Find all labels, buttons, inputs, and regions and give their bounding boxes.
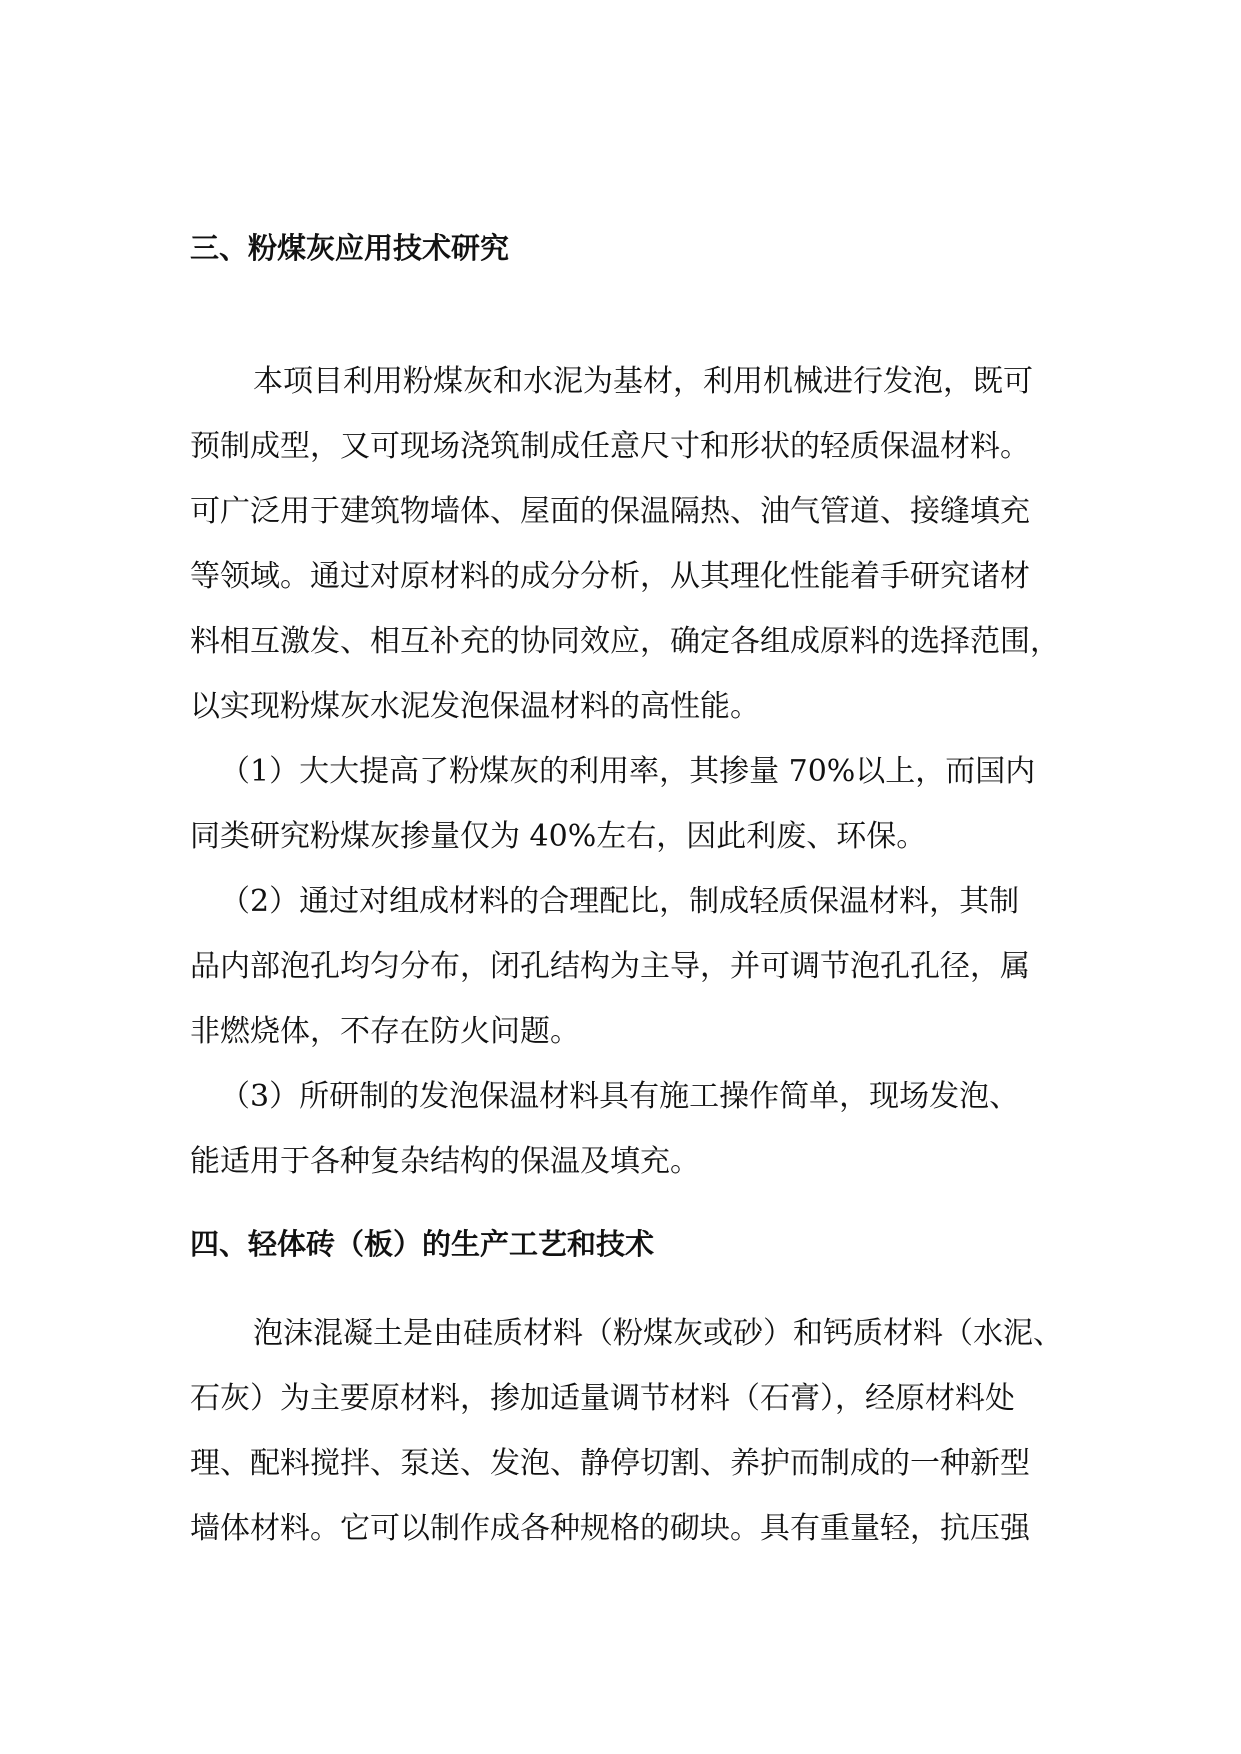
paragraph-line: 预制成型，又可现场浇筑制成任意尺寸和形状的轻质保温材料。 — [190, 429, 1030, 464]
paragraph-line: 本项目利用粉煤灰和水泥为基材，利用机械进行发泡，既可 — [253, 364, 1033, 399]
list-item-3-line: （3）所研制的发泡保温材料具有施工操作简单，现场发泡、 — [220, 1079, 1020, 1114]
paragraph-line: 以实现粉煤灰水泥发泡保温材料的高性能。 — [190, 689, 760, 724]
list-item-1-line: （1）大大提高了粉煤灰的利用率，其掺量 70%以上，而国内 — [220, 754, 1036, 789]
paragraph-line: 石灰）为主要原材料，掺加适量调节材料（石膏），经原材料处 — [190, 1381, 1015, 1416]
paragraph-line: 料相互激发、相互补充的协同效应，确定各组成原料的选择范围， — [190, 624, 1060, 659]
list-item-2-line: 非燃烧体，不存在防火问题。 — [190, 1014, 580, 1049]
list-item-2-line: （2）通过对组成材料的合理配比，制成轻质保温材料，其制 — [220, 884, 1020, 919]
paragraph-line: 泡沫混凝土是由硅质材料（粉煤灰或砂）和钙质材料（水泥、 — [253, 1316, 1063, 1351]
section-heading-3: 三、粉煤灰应用技术研究 — [190, 231, 510, 265]
paragraph-line: 等领域。通过对原材料的成分分析，从其理化性能着手研究诸材 — [190, 559, 1030, 594]
paragraph-line: 可广泛用于建筑物墙体、屋面的保温隔热、油气管道、接缝填充 — [190, 494, 1030, 529]
list-item-3-line: 能适用于各种复杂结构的保温及填充。 — [190, 1144, 700, 1179]
section-heading-4: 四、轻体砖（板）的生产工艺和技术 — [190, 1227, 655, 1261]
list-item-1-line: 同类研究粉煤灰掺量仅为 40%左右，因此利废、环保。 — [190, 819, 927, 854]
paragraph-line: 墙体材料。它可以制作成各种规格的砌块。具有重量轻，抗压强 — [190, 1511, 1030, 1546]
list-item-2-line: 品内部泡孔均匀分布，闭孔结构为主导，并可调节泡孔孔径，属 — [190, 949, 1030, 984]
paragraph-line: 理、配料搅拌、泵送、发泡、静停切割、养护而制成的一种新型 — [190, 1446, 1030, 1481]
